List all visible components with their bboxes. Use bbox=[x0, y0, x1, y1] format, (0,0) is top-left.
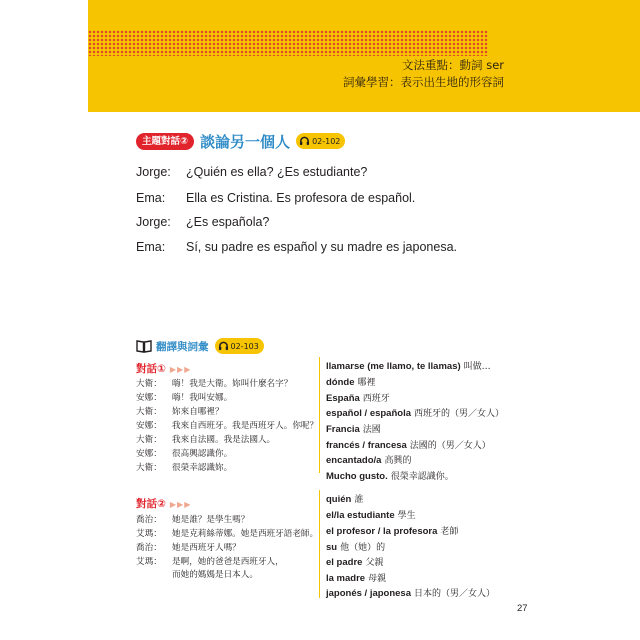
vocab-item bbox=[326, 555, 383, 568]
vocab-meaning: 老師 bbox=[440, 527, 459, 537]
vocab-term: francés / francesa bbox=[326, 440, 407, 451]
vocab-term: llamarse (me llamo, te llamas) bbox=[326, 361, 461, 372]
vocab-term: dónde bbox=[326, 377, 355, 388]
audio-code: 02-103 bbox=[230, 341, 259, 351]
vocab-meaning: 叫做… bbox=[463, 362, 491, 372]
translation-line bbox=[136, 419, 318, 431]
vocab-meaning: 法國的（男／女人） bbox=[409, 441, 491, 451]
speaker: 喬治： bbox=[136, 543, 162, 553]
vocab-focus: 詞彙學習：表示出生地的形容詞 bbox=[343, 75, 504, 89]
vocab-meaning: 西班牙的（男／女人） bbox=[414, 409, 505, 419]
translation-line bbox=[136, 447, 232, 459]
page-number: 27 bbox=[517, 603, 528, 614]
topic-badge: 主題對話② bbox=[136, 133, 194, 150]
vocab-item bbox=[326, 375, 376, 388]
vocab-term: España bbox=[326, 393, 360, 404]
vocab-item bbox=[326, 438, 491, 451]
speaker: 喬治： bbox=[136, 515, 162, 525]
speaker: 大衛： bbox=[136, 435, 162, 445]
speaker: 大衛： bbox=[136, 463, 162, 473]
vocab-divider bbox=[319, 357, 320, 473]
line-text: 嗨！我是大衛。妳叫什麼名字？ bbox=[172, 379, 293, 389]
translation-line bbox=[136, 527, 318, 539]
topic-title: 談論另一個人 bbox=[200, 132, 291, 151]
arrow-icon: ▶▶▶ bbox=[169, 500, 192, 509]
audio-code: 02-102 bbox=[312, 136, 341, 146]
dot-pattern bbox=[88, 30, 488, 56]
dialogue-line bbox=[136, 165, 367, 179]
vocab-term: Mucho gusto. bbox=[326, 471, 388, 482]
translation-line bbox=[136, 513, 249, 525]
translation-line bbox=[136, 433, 275, 445]
vocab-term: español / española bbox=[326, 408, 411, 419]
header-banner bbox=[88, 0, 640, 112]
section-title-text: 對話② bbox=[136, 498, 166, 510]
speaker: 安娜： bbox=[136, 421, 162, 431]
audio-track-102[interactable] bbox=[296, 133, 345, 149]
vocab-item bbox=[326, 391, 390, 404]
headphones-icon bbox=[218, 341, 229, 351]
dialogue-line bbox=[136, 191, 415, 205]
vocab-item bbox=[326, 571, 386, 584]
line-text: 妳來自哪裡？ bbox=[172, 407, 224, 417]
vocab-meaning: 西班牙 bbox=[362, 394, 390, 404]
speaker: 安娜： bbox=[136, 393, 162, 403]
dialogue-text: ¿Es española? bbox=[186, 215, 270, 229]
translation-line bbox=[136, 377, 292, 389]
vocab-item bbox=[326, 492, 363, 505]
vocab-item bbox=[326, 453, 411, 466]
section-title-text: 對話① bbox=[136, 363, 166, 375]
section-title-1 bbox=[136, 361, 191, 376]
vocab-item bbox=[326, 524, 458, 537]
vocab-item bbox=[326, 469, 454, 482]
speaker: 艾瑪： bbox=[136, 557, 162, 567]
line-text: 我來自西班牙。我是西班牙人。你呢？ bbox=[172, 421, 319, 431]
line-text: 嗨！我叫安娜。 bbox=[172, 393, 233, 403]
translation-line bbox=[136, 391, 232, 403]
line-text: 是啊，她的爸爸是西班牙人， bbox=[172, 557, 284, 567]
vocab-item bbox=[326, 359, 491, 372]
audio-track-103[interactable] bbox=[215, 338, 264, 354]
translation-header bbox=[136, 337, 264, 355]
vocab-meaning: 母親 bbox=[368, 574, 387, 584]
speaker: 艾瑪： bbox=[136, 529, 162, 539]
vocab-meaning: 哪裡 bbox=[357, 378, 376, 388]
dialogue-text: Ella es Cristina. Es profesora de español. bbox=[186, 191, 416, 205]
translation-title: 翻譯與詞彙 bbox=[156, 340, 209, 353]
vocab-meaning: 學生 bbox=[397, 511, 416, 521]
section-title-2 bbox=[136, 496, 191, 511]
vocab-meaning: 日本的（男／女人） bbox=[414, 589, 496, 599]
headphones-icon bbox=[299, 136, 310, 146]
translation-line bbox=[136, 405, 224, 417]
vocab-divider bbox=[319, 490, 320, 598]
vocab-term: japonés / japonesa bbox=[326, 588, 411, 599]
line-text: 而她的媽媽是日本人。 bbox=[172, 570, 258, 580]
dialogue-speaker: Ema: bbox=[136, 240, 166, 254]
speaker: 大衛： bbox=[136, 379, 162, 389]
vocab-term: encantado/a bbox=[326, 455, 382, 466]
translation-line bbox=[136, 568, 258, 580]
vocab-meaning: 高興的 bbox=[384, 456, 412, 466]
dialogue-text: Sí, su padre es español y su madre es japonesa. bbox=[186, 240, 457, 254]
dialogue-speaker: Jorge: bbox=[136, 165, 171, 179]
vocab-meaning: 法國 bbox=[362, 425, 381, 435]
line-text: 她是誰？是學生嗎？ bbox=[172, 515, 250, 525]
topic-header bbox=[136, 131, 345, 151]
translation-line bbox=[136, 541, 241, 553]
speaker: 安娜： bbox=[136, 449, 162, 459]
vocab-term: quién bbox=[326, 494, 352, 505]
vocab-term: el profesor / la profesora bbox=[326, 526, 438, 537]
arrow-icon: ▶▶▶ bbox=[169, 365, 192, 374]
line-text: 很高興認識你。 bbox=[172, 449, 233, 459]
dialogue-text: ¿Quién es ella? ¿Es estudiante? bbox=[186, 165, 368, 179]
vocab-term: la madre bbox=[326, 573, 366, 584]
line-text: 她是克莉絲蒂娜。她是西班牙語老師。 bbox=[172, 529, 319, 539]
dialogue-line bbox=[136, 240, 457, 254]
vocab-meaning: 很榮幸認識你。 bbox=[390, 472, 454, 482]
vocab-meaning: 父親 bbox=[365, 558, 384, 568]
dialogue-speaker: Ema: bbox=[136, 191, 166, 205]
vocab-term: el/la estudiante bbox=[326, 510, 395, 521]
grammar-focus: 文法重點：動詞 ser bbox=[402, 58, 504, 72]
translation-line bbox=[136, 555, 284, 567]
vocab-meaning: 誰 bbox=[354, 495, 364, 505]
dialogue-speaker: Jorge: bbox=[136, 215, 171, 229]
vocab-term: Francia bbox=[326, 424, 360, 435]
line-text: 很榮幸認識妳。 bbox=[172, 463, 233, 473]
vocab-item bbox=[326, 422, 381, 435]
line-text: 我來自法國。我是法國人。 bbox=[172, 435, 276, 445]
vocab-item bbox=[326, 540, 385, 553]
vocab-item bbox=[326, 508, 416, 521]
line-text: 她是西班牙人嗎？ bbox=[172, 543, 241, 553]
book-icon bbox=[136, 339, 152, 353]
translation-line bbox=[136, 461, 232, 473]
vocab-term: el padre bbox=[326, 557, 363, 568]
vocab-meaning: 他（她）的 bbox=[340, 543, 386, 553]
speaker: 大衛： bbox=[136, 407, 162, 417]
vocab-term: su bbox=[326, 542, 338, 553]
dialogue-line bbox=[136, 215, 269, 229]
vocab-item bbox=[326, 586, 495, 599]
vocab-item bbox=[326, 406, 504, 419]
